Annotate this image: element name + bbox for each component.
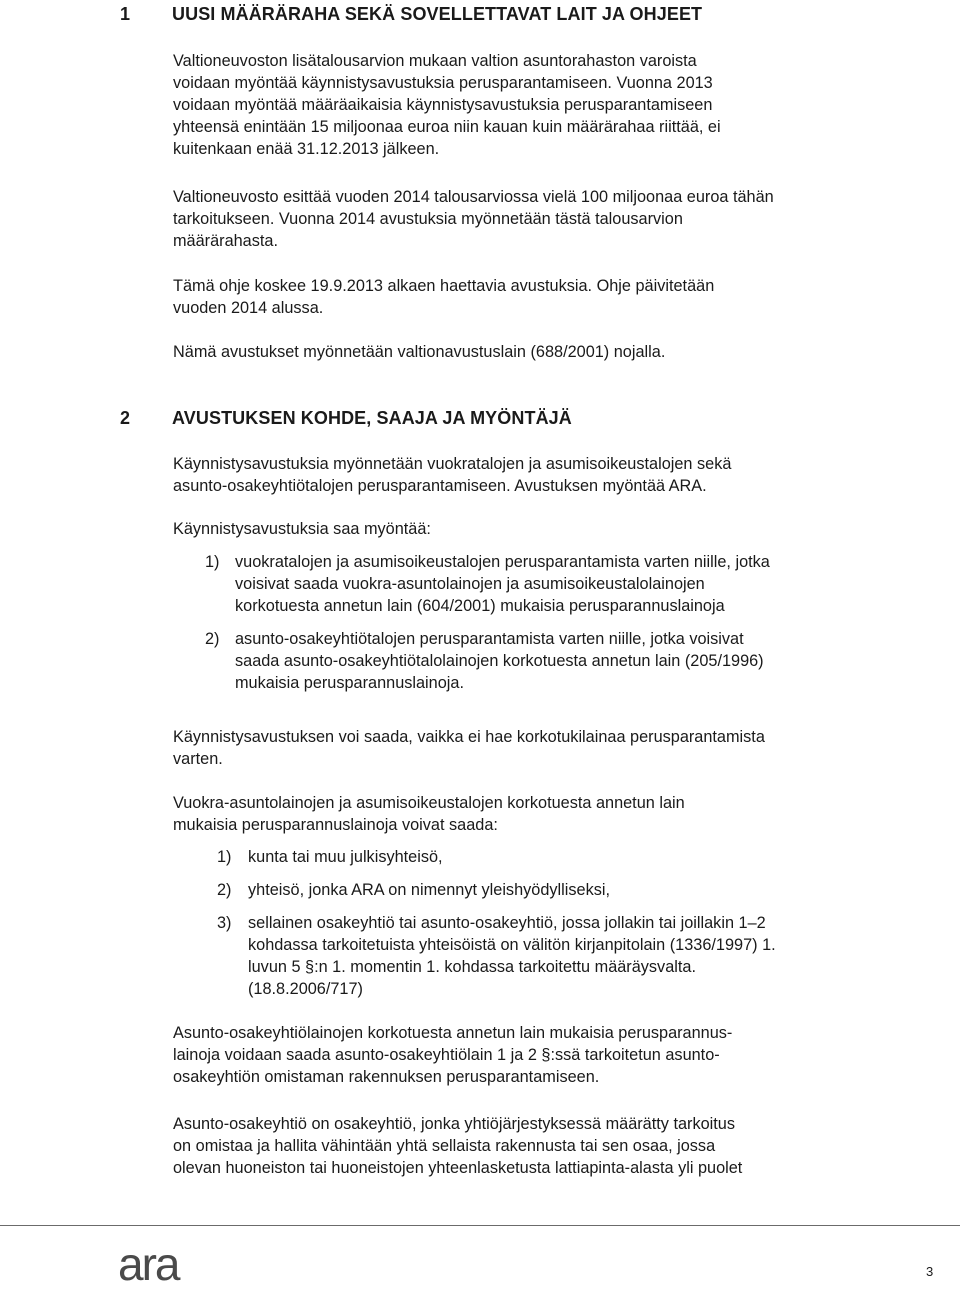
text-line: voidaan myöntää määräaikaisia käynnistysavustuksia perusparantamiseen [173,96,713,114]
text-line: Nämä avustukset myönnetään valtionavustuslain (688/2001) nojalla. [173,343,666,361]
list-item-number: 2) [217,881,232,899]
text-line: asunto-osakeyhtiötalojen perusparantamista varten niille, jotka voisivat [235,630,744,648]
text-line: osakeyhtiön omistaman rakennuksen perusparantamiseen. [173,1068,600,1086]
text-line: lainoja voidaan saada asunto-osakeyhtiölain 1 ja 2 §:ssä tarkoitetun asunto- [173,1046,720,1064]
paragraph [173,453,893,497]
text-line: voidaan myöntää käynnistysavustuksia perusparantamiseen. Vuonna 2013 [173,74,713,92]
section-2-number: 2 [120,408,131,428]
text-line: korkotuesta annetun lain (604/2001) mukaisia perusparannuslainoja [235,597,725,615]
text-line: yhteisö, jonka ARA on nimennyt yleishyödylliseksi, [248,881,610,899]
text-line: sellainen osakeyhtiö tai asunto-osakeyhtiö, jossa jollakin tai joillakin 1–2 [248,914,766,932]
text-line: asunto-osakeyhtiötalojen perusparantamiseen. Avustuksen myöntää ARA. [173,477,707,495]
text-line: Tämä ohje koskee 19.9.2013 alkaen haettavia avustuksia. Ohje päivitetään [173,277,715,295]
paragraph [173,341,893,363]
section-2-heading [120,408,572,429]
list-item-number: 2) [205,630,220,648]
text-line: olevan huoneiston tai huoneistojen yhteenlasketusta lattiapinta-alasta yli puolet [173,1159,743,1177]
text-line: voisivat saada vuokra-asuntolainojen ja asumisoikeustalolainojen [235,575,705,593]
text-line: (18.8.2006/717) [248,980,363,998]
text-line: Valtioneuvosto esittää vuoden 2014 talousarviossa vielä 100 miljoonaa euroa tähän [173,188,774,206]
ara-logo-text: ara [118,1248,179,1288]
text-line: luvun 5 §:n 1. momentin 1. kohdassa tarkoitettu määräysvalta. [248,958,696,976]
footer-divider [0,1225,960,1226]
text-line: kuitenkaan enää 31.12.2013 jälkeen. [173,140,440,158]
section-1-heading [120,4,702,25]
text-line: kunta tai muu julkisyhteisö, [248,848,443,866]
paragraph [173,1113,893,1179]
text-line: mukaisia perusparannuslainoja. [235,674,464,692]
paragraph [173,1022,893,1088]
text-line: Käynnistysavustuksia myönnetään vuokratalojen ja asumisoikeustalojen sekä [173,455,732,473]
paragraph [173,518,893,540]
text-line: Käynnistysavustuksia saa myöntää: [173,520,431,538]
text-line: yhteensä enintään 15 miljoonaa euroa niin kauan kuin määrärahaa riittää, ei [173,118,721,136]
list-item-number: 1) [217,848,232,866]
paragraph [173,186,893,252]
text-line: Vuokra-asuntolainojen ja asumisoikeustalojen korkotuesta annetun lain [173,794,685,812]
paragraph [173,726,893,770]
text-line: saada asunto-osakeyhtiötalolainojen korkotuesta annetun lain (205/1996) [235,652,764,670]
list-item-number: 3) [217,914,232,932]
text-line: vuokratalojen ja asumisoikeustalojen perusparantamista varten niille, jotka [235,553,770,571]
text-line: Valtioneuvoston lisätalousarvion mukaan valtion asuntorahaston varoista [173,52,697,70]
text-line: Asunto-osakeyhtiölainojen korkotuesta annetun lain mukaisia perusparannus- [173,1024,733,1042]
text-line: määrärahasta. [173,232,278,250]
text-line: on omistaa ja hallita vähintään yhtä sellaista rakennusta tai sen osaa, jossa [173,1137,716,1155]
text-line: mukaisia perusparannuslainoja voivat saada: [173,816,498,834]
ara-logo [118,1248,198,1288]
text-line: Käynnistysavustuksen voi saada, vaikka ei hae korkotukilainaa perusparantamista [173,728,765,746]
section-1-number: 1 [120,4,131,24]
text-line: varten. [173,750,223,768]
paragraph [173,792,893,836]
list-item-number: 1) [205,553,220,571]
text-line: Asunto-osakeyhtiö on osakeyhtiö, jonka yhtiöjärjestyksessä määrätty tarkoitus [173,1115,735,1133]
text-line: tarkoitukseen. Vuonna 2014 avustuksia myönnetään tästä talousarvion [173,210,683,228]
section-2-title: AVUSTUKSEN KOHDE, SAAJA JA MYÖNTÄJÄ [172,408,572,428]
text-line: vuoden 2014 alussa. [173,299,324,317]
text-line: kohdassa tarkoitetuista yhteisöistä on välitön kirjanpitolain (1336/1997) 1. [248,936,776,954]
section-1-title: UUSI MÄÄRÄRAHA SEKÄ SOVELLETTAVAT LAIT JA OHJEET [172,4,703,24]
paragraph [173,275,893,319]
paragraph [173,50,893,160]
page-number: 3 [926,1264,934,1279]
